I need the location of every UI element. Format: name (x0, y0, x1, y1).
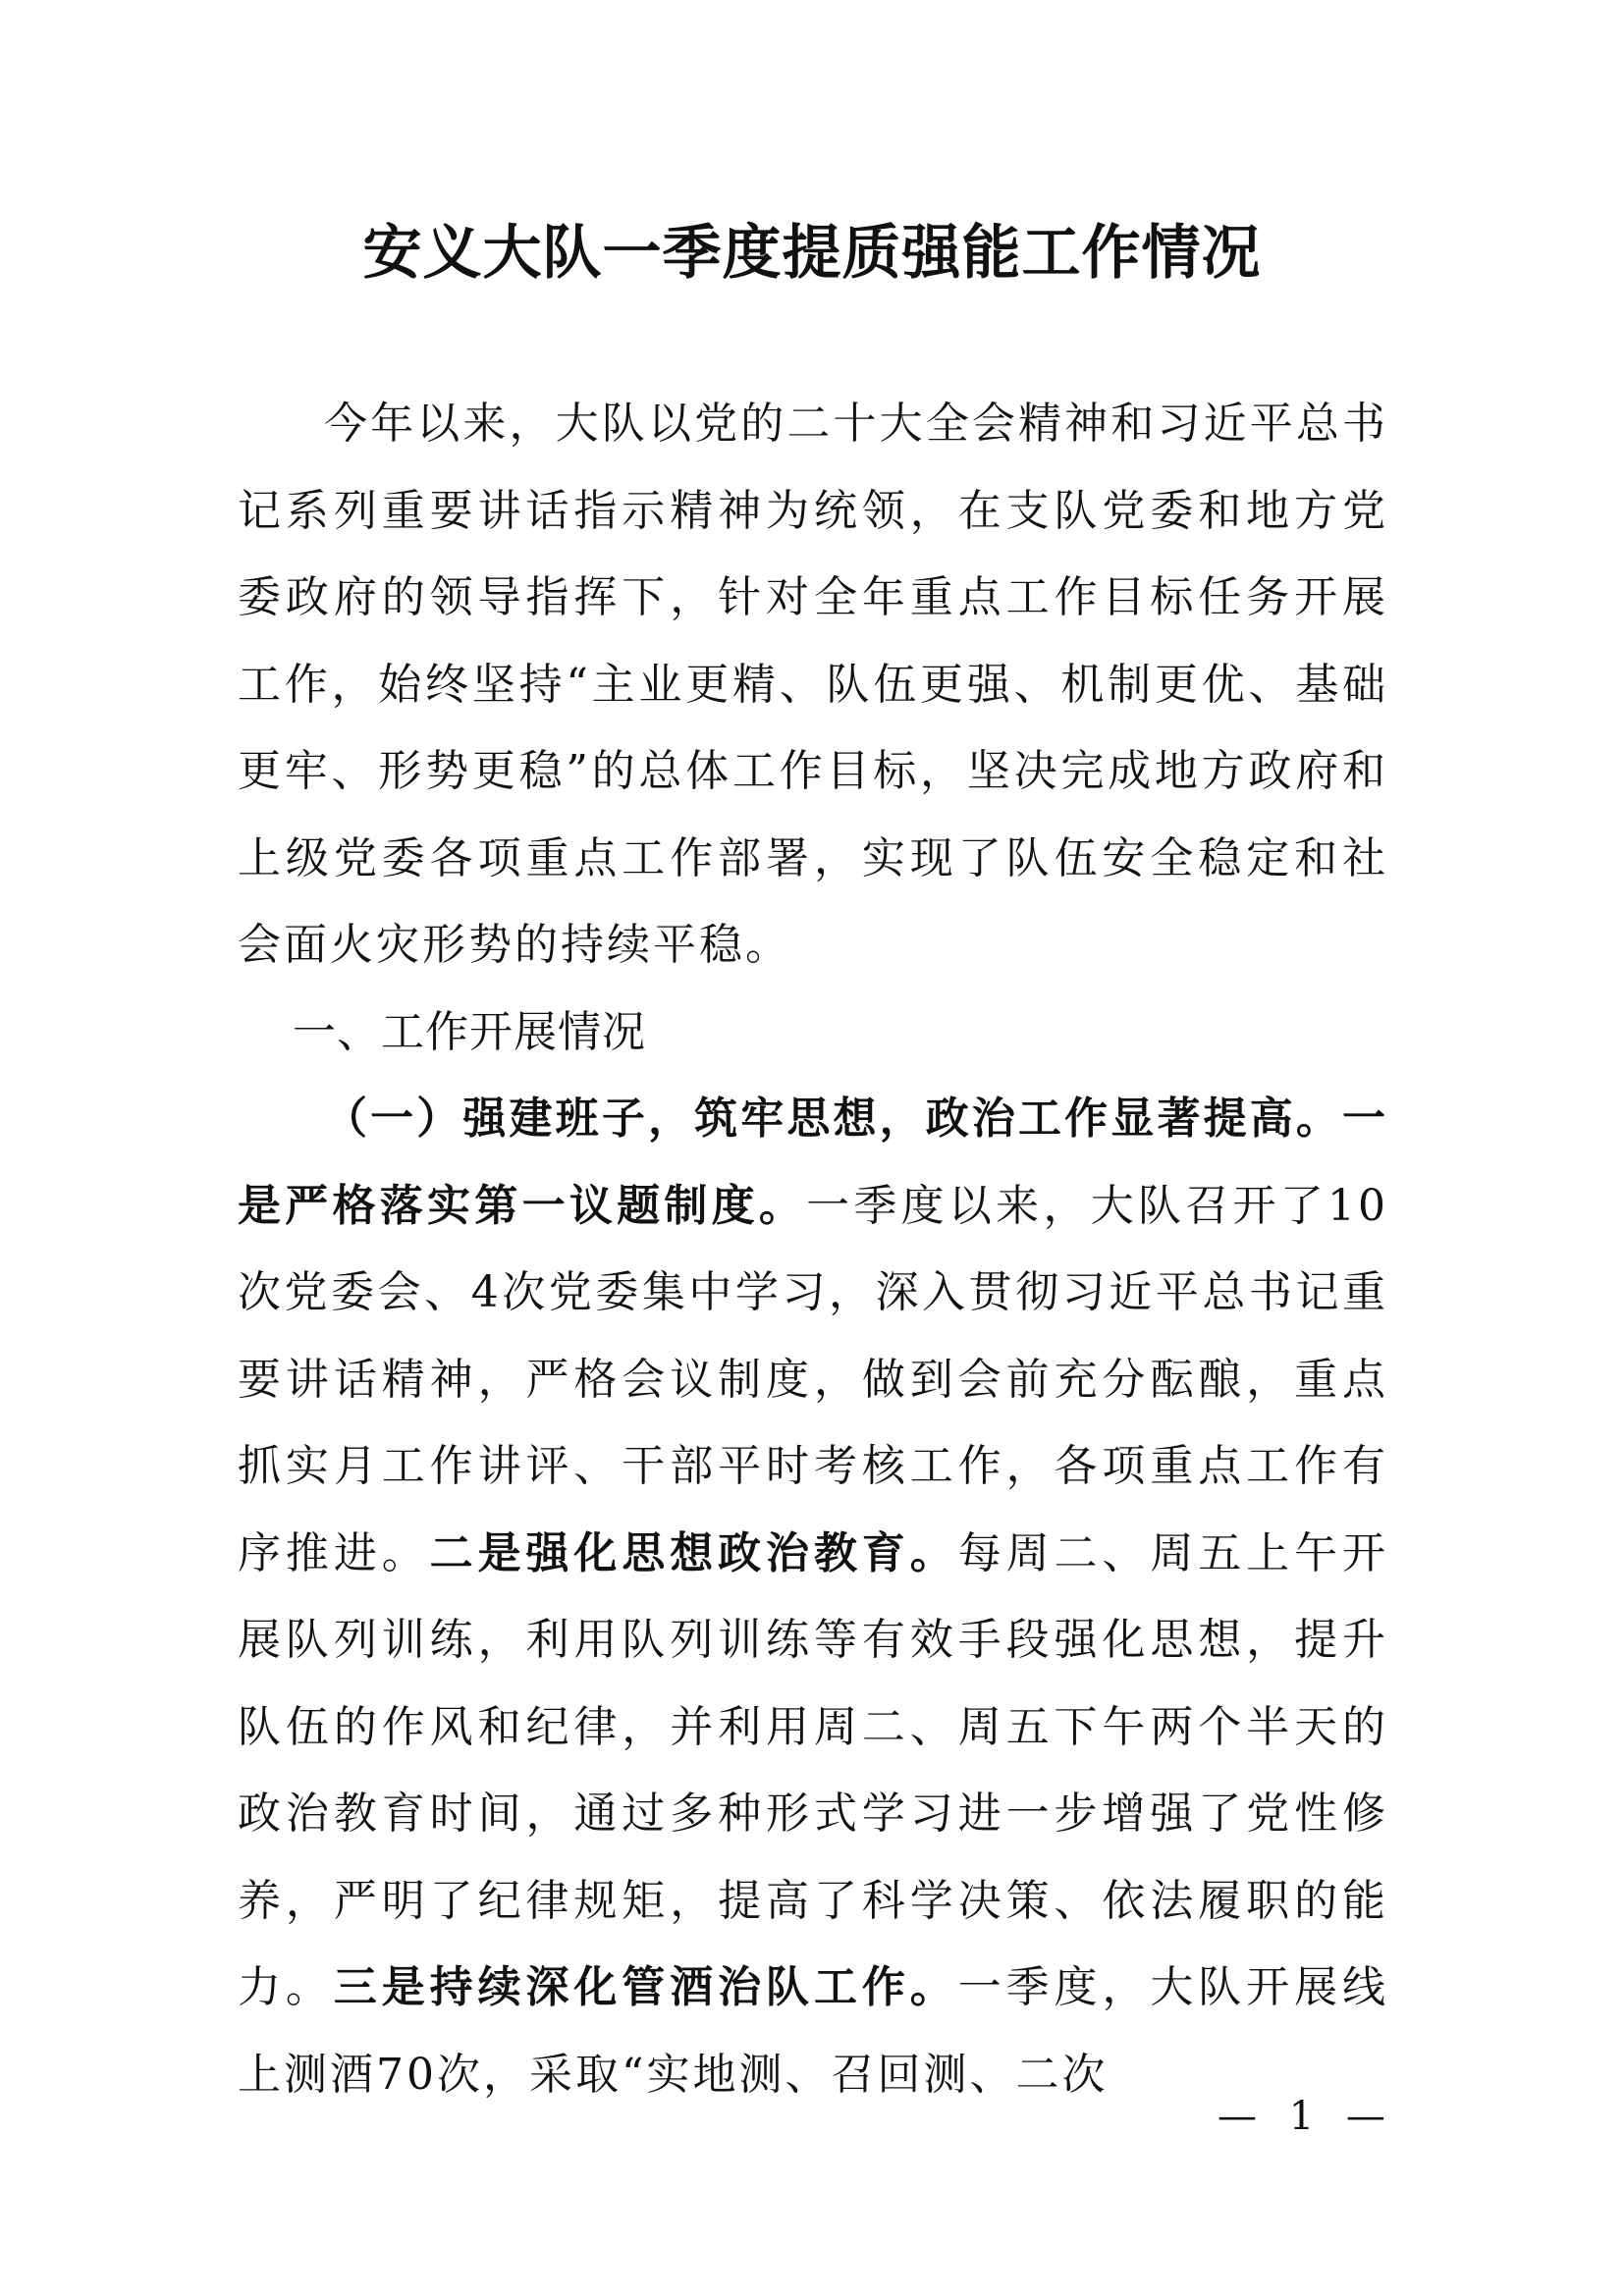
point-2-title: 二是强化思想政治教育。 (429, 1527, 958, 1578)
subsection-1-paragraph (238, 1076, 1388, 2118)
page-number: — 1 — (1218, 2094, 1395, 2139)
point-2-text: 每周二、周五上午开展队列训练，利用队列训练等有效手段强化思想，提升队伍的作风和纪律，并利用周二、周五下午两个半天的政治教育时间，通过多种形式学习进一步增强了党性修养，严明了纪律规矩，提高了科学决策、依法履职的能力。 (238, 1527, 1389, 2012)
subsection-1-heading: （一）强建班子，筑牢思想，政治工作显著提高。 (324, 1094, 1342, 1144)
point-3-text: 一季度，大队开展线上测酒70次，采取“实地测、召回测、二次 (238, 1962, 1389, 2100)
intro-paragraph: 今年以来，大队以党的二十大全会精神和习近平总书记系列重要讲话指示精神为统领，在支队党委和地方党委政府的领导指挥下，针对全年重点工作目标任务开展工作，始终坚持“主业更精、队伍更强、机制更优、基础更牢、形势更稳”的总体工作目标，坚决完成地方政府和上级党委各项重点工作部署，实现了队伍安全稳定和社会面火灾形势的持续平稳。 (238, 399, 1388, 970)
point-1-title: 一是严格落实第一议题制度。 (238, 1094, 1388, 1231)
point-3-title: 三是持续深化管酒治队工作。 (333, 1962, 958, 2012)
section-heading-work-status: 一、工作开展情况 (293, 1006, 646, 1057)
document-title: 安义大队一季度提质强能工作情况 (362, 219, 1262, 288)
point-1-text: 一季度以来，大队召开了10次党委会、4次党委集中学习，深入贯彻习近平总书记重要讲话精神，严格会议制度，做到会前充分酝酿，重点抓实月工作讲评、干部平时考核工作，各项重点工作有序推进。 (238, 1180, 1388, 1578)
document-body (238, 381, 1388, 2118)
